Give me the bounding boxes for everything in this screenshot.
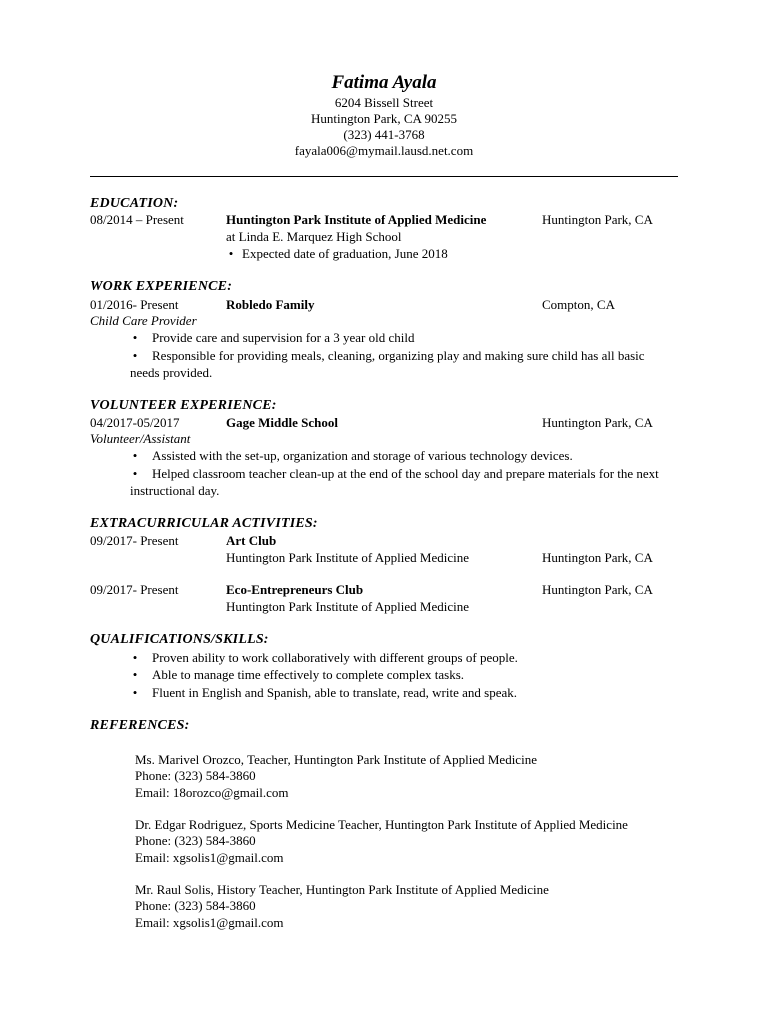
bullet-icon: •: [132, 466, 138, 481]
education-location: Huntington Park, CA: [542, 212, 653, 227]
volunteer-bullet: Helped classroom teacher clean-up at the end of the school day and prepare materials for the next instructional day.: [130, 466, 659, 498]
reference-phone: Phone: (323) 584-3860: [135, 898, 256, 913]
activity-location: Huntington Park, CA: [542, 582, 653, 597]
education-school-sub: at Linda E. Marquez High School: [226, 229, 402, 244]
education-heading: EDUCATION:: [90, 196, 179, 211]
work-heading: WORK EXPERIENCE:: [90, 279, 233, 294]
bullet-icon: •: [228, 246, 234, 261]
skill-bullet: Fluent in English and Spanish, able to translate, read, write and speak.: [152, 685, 517, 700]
education-school: Huntington Park Institute of Applied Medicine: [226, 212, 487, 227]
volunteer-role: Volunteer/Assistant: [90, 431, 191, 446]
activity-name: Eco-Entrepreneurs Club: [226, 582, 364, 597]
contact-phone: (323) 441-3768: [343, 127, 425, 142]
reference-email: Email: xgsolis1@gmail.com: [135, 915, 284, 930]
education-date: 08/2014 – Present: [90, 212, 184, 227]
reference-name: Mr. Raul Solis, History Teacher, Huntington Park Institute of Applied Medicine: [135, 882, 549, 897]
activity-date: 09/2017- Present: [90, 533, 179, 548]
work-employer: Robledo Family: [226, 297, 315, 312]
activity-date: 09/2017- Present: [90, 582, 179, 597]
activity-name: Art Club: [226, 533, 277, 548]
skill-bullet: Proven ability to work collaboratively with different groups of people.: [152, 650, 518, 665]
header-divider: [90, 176, 678, 177]
skill-bullet: Able to manage time effectively to complete complex tasks.: [152, 667, 465, 682]
work-location: Compton, CA: [542, 297, 615, 312]
bullet-icon: •: [132, 667, 138, 682]
work-bullet: Responsible for providing meals, cleaning, organizing play and making sure child has all basic needs provided.: [130, 348, 645, 380]
extracurricular-heading: EXTRACURRICULAR ACTIVITIES:: [90, 516, 318, 531]
volunteer-org: Gage Middle School: [226, 415, 338, 430]
reference-email: Email: xgsolis1@gmail.com: [135, 850, 284, 865]
reference-phone: Phone: (323) 584-3860: [135, 768, 256, 783]
volunteer-date: 04/2017-05/2017: [90, 415, 180, 430]
reference-phone: Phone: (323) 584-3860: [135, 833, 256, 848]
bullet-icon: •: [132, 348, 138, 363]
reference-name: Ms. Marivel Orozco, Teacher, Huntington Park Institute of Applied Medicine: [135, 752, 537, 767]
reference-email: Email: 18orozco@gmail.com: [135, 785, 289, 800]
bullet-icon: •: [132, 448, 138, 463]
education-bullet: Expected date of graduation, June 2018: [242, 246, 448, 261]
bullet-icon: •: [132, 650, 138, 665]
skills-heading: QUALIFICATIONS/SKILLS:: [90, 632, 269, 647]
volunteer-location: Huntington Park, CA: [542, 415, 653, 430]
work-role: Child Care Provider: [90, 313, 197, 328]
bullet-icon: •: [132, 330, 138, 345]
candidate-name: Fatima Ayala: [331, 72, 437, 93]
bullet-icon: •: [132, 685, 138, 700]
contact-email: fayala006@mymail.lausd.net.com: [294, 143, 474, 158]
references-heading: REFERENCES:: [90, 718, 190, 733]
work-date: 01/2016- Present: [90, 297, 179, 312]
volunteer-bullet: Assisted with the set-up, organization and storage of various technology devices.: [152, 448, 573, 463]
reference-name: Dr. Edgar Rodriguez, Sports Medicine Teacher, Huntington Park Institute of Applied Medicine: [135, 817, 628, 832]
activity-location: Huntington Park, CA: [542, 550, 653, 565]
volunteer-heading: VOLUNTEER EXPERIENCE:: [90, 398, 277, 413]
address-city: Huntington Park, CA 90255: [311, 111, 457, 126]
work-bullet: Provide care and supervision for a 3 year old child: [152, 330, 415, 345]
address-street: 6204 Bissell Street: [334, 95, 434, 110]
activity-org: Huntington Park Institute of Applied Medicine: [226, 550, 469, 565]
activity-org: Huntington Park Institute of Applied Medicine: [226, 599, 469, 614]
